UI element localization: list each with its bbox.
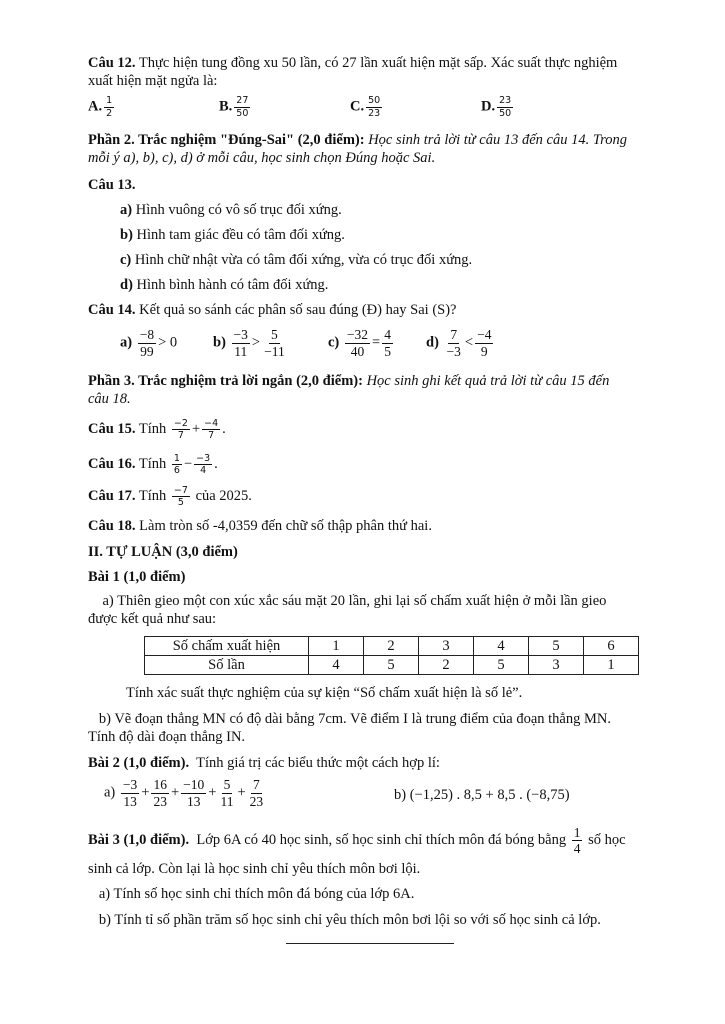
q12-option-d: D. $\frac{23}{50}$ [481,95,512,119]
table-cell: 5 [364,656,419,675]
q13-item-c: c) Hình chữ nhật vừa có tâm đối xứng, vừa có trục đối xứng. [120,252,473,268]
bai2-heading: Bài 2 (1,0 điểm). [88,755,190,771]
part2-line2 [88,149,673,167]
q14-item-b: b) $\frac{-3}{11}$ > $\frac{5}{-11}$ [213,327,285,359]
bai2-expressions [88,776,673,816]
bai1-b-line1: b) Vẽ đoạn thẳng MN có độ dài bằng 7cm. Vẽ điểm I là trung điểm của đoạn thẳng MN. [88,711,611,727]
q18-text: Làm tròn số -4,0359 đến chữ số thập phân thứ hai. [135,518,432,534]
bai3-a: a) Tính số học sinh chỉ thích môn đá bóng của lớp 6A. [88,886,415,902]
table-cell: 4 [309,656,364,675]
q14-line [88,301,673,319]
part2-instruction-2: mỗi ý a), b), c), d) ở mỗi câu, học sinh chọn Đúng hoặc Sai. [88,150,436,166]
bai1-a-line1: a) Thiên gieo một con xúc xắc sáu mặt 20 lần, ghi lại số chấm xuất hiện ở mỗi lần gieo [88,593,607,609]
table-cell: 2 [419,656,474,675]
q18-line [88,517,673,535]
part2-line1 [88,131,673,149]
bai1-heading: Bài 1 (1,0 điểm) [88,569,186,585]
table-header-cell: Số lần [145,656,309,675]
table-row [145,637,639,656]
q12-line2 [88,72,673,90]
part2-instruction-1: Học sinh trả lời từ câu 13 đến câu 14. Trong [364,132,627,148]
q18-label: Câu 18. [88,518,136,534]
table-cell: 2 [364,637,419,656]
section2-heading-line [88,543,673,561]
q12-option-a: A. $\frac{1}{2}$ [88,95,113,119]
table-cell: 6 [584,637,639,656]
bai1-b-line2: Tính độ dài đoạn thẳng IN. [88,729,246,745]
q13-label: Câu 13. [88,177,136,193]
table-cell: 3 [529,656,584,675]
q12-options [88,96,673,122]
table-cell: 5 [474,656,529,675]
q12-option-c: C. $\frac{50}{23}$ [350,95,381,119]
bai1-heading-line [88,568,673,586]
q12-text-2: xuất hiện mặt ngửa là: [88,73,218,89]
q14-item-d: d) $\frac{7}{-3}$ < $\frac{-4}{9}$ [426,327,492,359]
q12-text-1: Thực hiện tung đồng xu 50 lần, có 27 lần xuất hiện mặt sấp. Xác suất thực nghiệm [135,55,618,71]
bai3-heading: Bài 3 (1,0 điểm). [88,832,190,848]
section2-heading: II. TỰ LUẬN (3,0 điểm) [88,544,238,560]
table-cell: 4 [474,637,529,656]
part3-line1 [88,372,673,390]
part3-instruction-1: Học sinh ghi kết quả trả lời từ câu 15 đến [362,373,610,389]
bai2-expr-b: b) (−1,25) . 8,5 + 8,5 . (−8,75) [394,787,570,803]
q13-label-line [88,176,673,194]
q12-option-b: B. $\frac{27}{50}$ [219,95,249,119]
q17-label: Câu 17. [88,488,136,504]
q15-label: Câu 15. [88,421,136,437]
bai3-line2: sinh cả lớp. Còn lại là học sinh chỉ yêu thích môn bơi lội. [88,861,421,877]
q14-items [88,326,673,362]
q13-item-a: a) Hình vuông có vô số trục đối xứng. [120,202,342,218]
part3-instruction-2: câu 18. [88,391,131,407]
table-cell: 3 [419,637,474,656]
bai2-line: Bài 2 (1,0 điểm). Tính giá trị các biểu thức một cách hợp lí: [88,755,440,771]
part3-line2 [88,390,673,408]
q14-text: Kết quả so sánh các phân số sau đúng (Đ) hay Sai (S)? [135,302,457,318]
table-row [145,656,639,675]
table-cell: 1 [309,637,364,656]
part2-heading: Phần 2. Trắc nghiệm "Đúng-Sai" (2,0 điểm): [88,132,365,148]
q15-line: Câu 15. Tính $\frac{-2}{7}$ + $\frac{-4}{7}$ . [88,417,226,442]
bai3-line1: Bài 3 (1,0 điểm). Lớp 6A có 40 học sinh, số học sinh chỉ thích môn đá bóng bằng $\frac{1}{4}$ số học [88,824,626,857]
q16-line: Câu 16. Tính $\frac{1}{6}$ − $\frac{-3}{4}$ . [88,452,218,477]
part3-heading: Phần 3. Trắc nghiệm trả lời ngắn (2,0 điểm): [88,373,363,389]
end-divider [286,943,454,944]
q14-item-c: c) $\frac{-32}{40}$ = $\frac{4}{5}$ [328,327,391,359]
q12-line1 [88,54,673,72]
bai1-a-question: Tính xác suất thực nghiệm của sự kiện “Số chấm xuất hiện là số lẻ”. [126,685,523,701]
q12-label: Câu 12. [88,55,136,71]
bai3-b: b) Tính tỉ số phần trăm số học sinh chỉ yêu thích môn bơi lội so với số học sinh cả lớp. [88,912,601,928]
q14-label: Câu 14. [88,302,136,318]
bai2-expr-a: a) $\frac{-3}{13}$ + $\frac{16}{23}$ + $\frac{-10}{13}$ + $\frac{5}{11}$ + $\frac{7}{23}$ [104,777,264,809]
table-header-cell: Số chấm xuất hiện [145,637,309,656]
q13-item-b: b) Hình tam giác đều có tâm đối xứng. [120,227,345,243]
q17-line: Câu 17. Tính $\frac{-7}{5}$ của 2025. [88,484,252,509]
q14-item-a: a) $\frac{-8}{99}$ > 0 [120,327,178,359]
q16-label: Câu 16. [88,456,136,472]
table-cell: 5 [529,637,584,656]
q13-item-d: d) Hình bình hành có tâm đối xứng. [120,277,329,293]
bai1-a-line2: được kết quả như sau: [88,611,217,627]
table-cell: 1 [584,656,639,675]
dice-results-table [144,636,639,675]
